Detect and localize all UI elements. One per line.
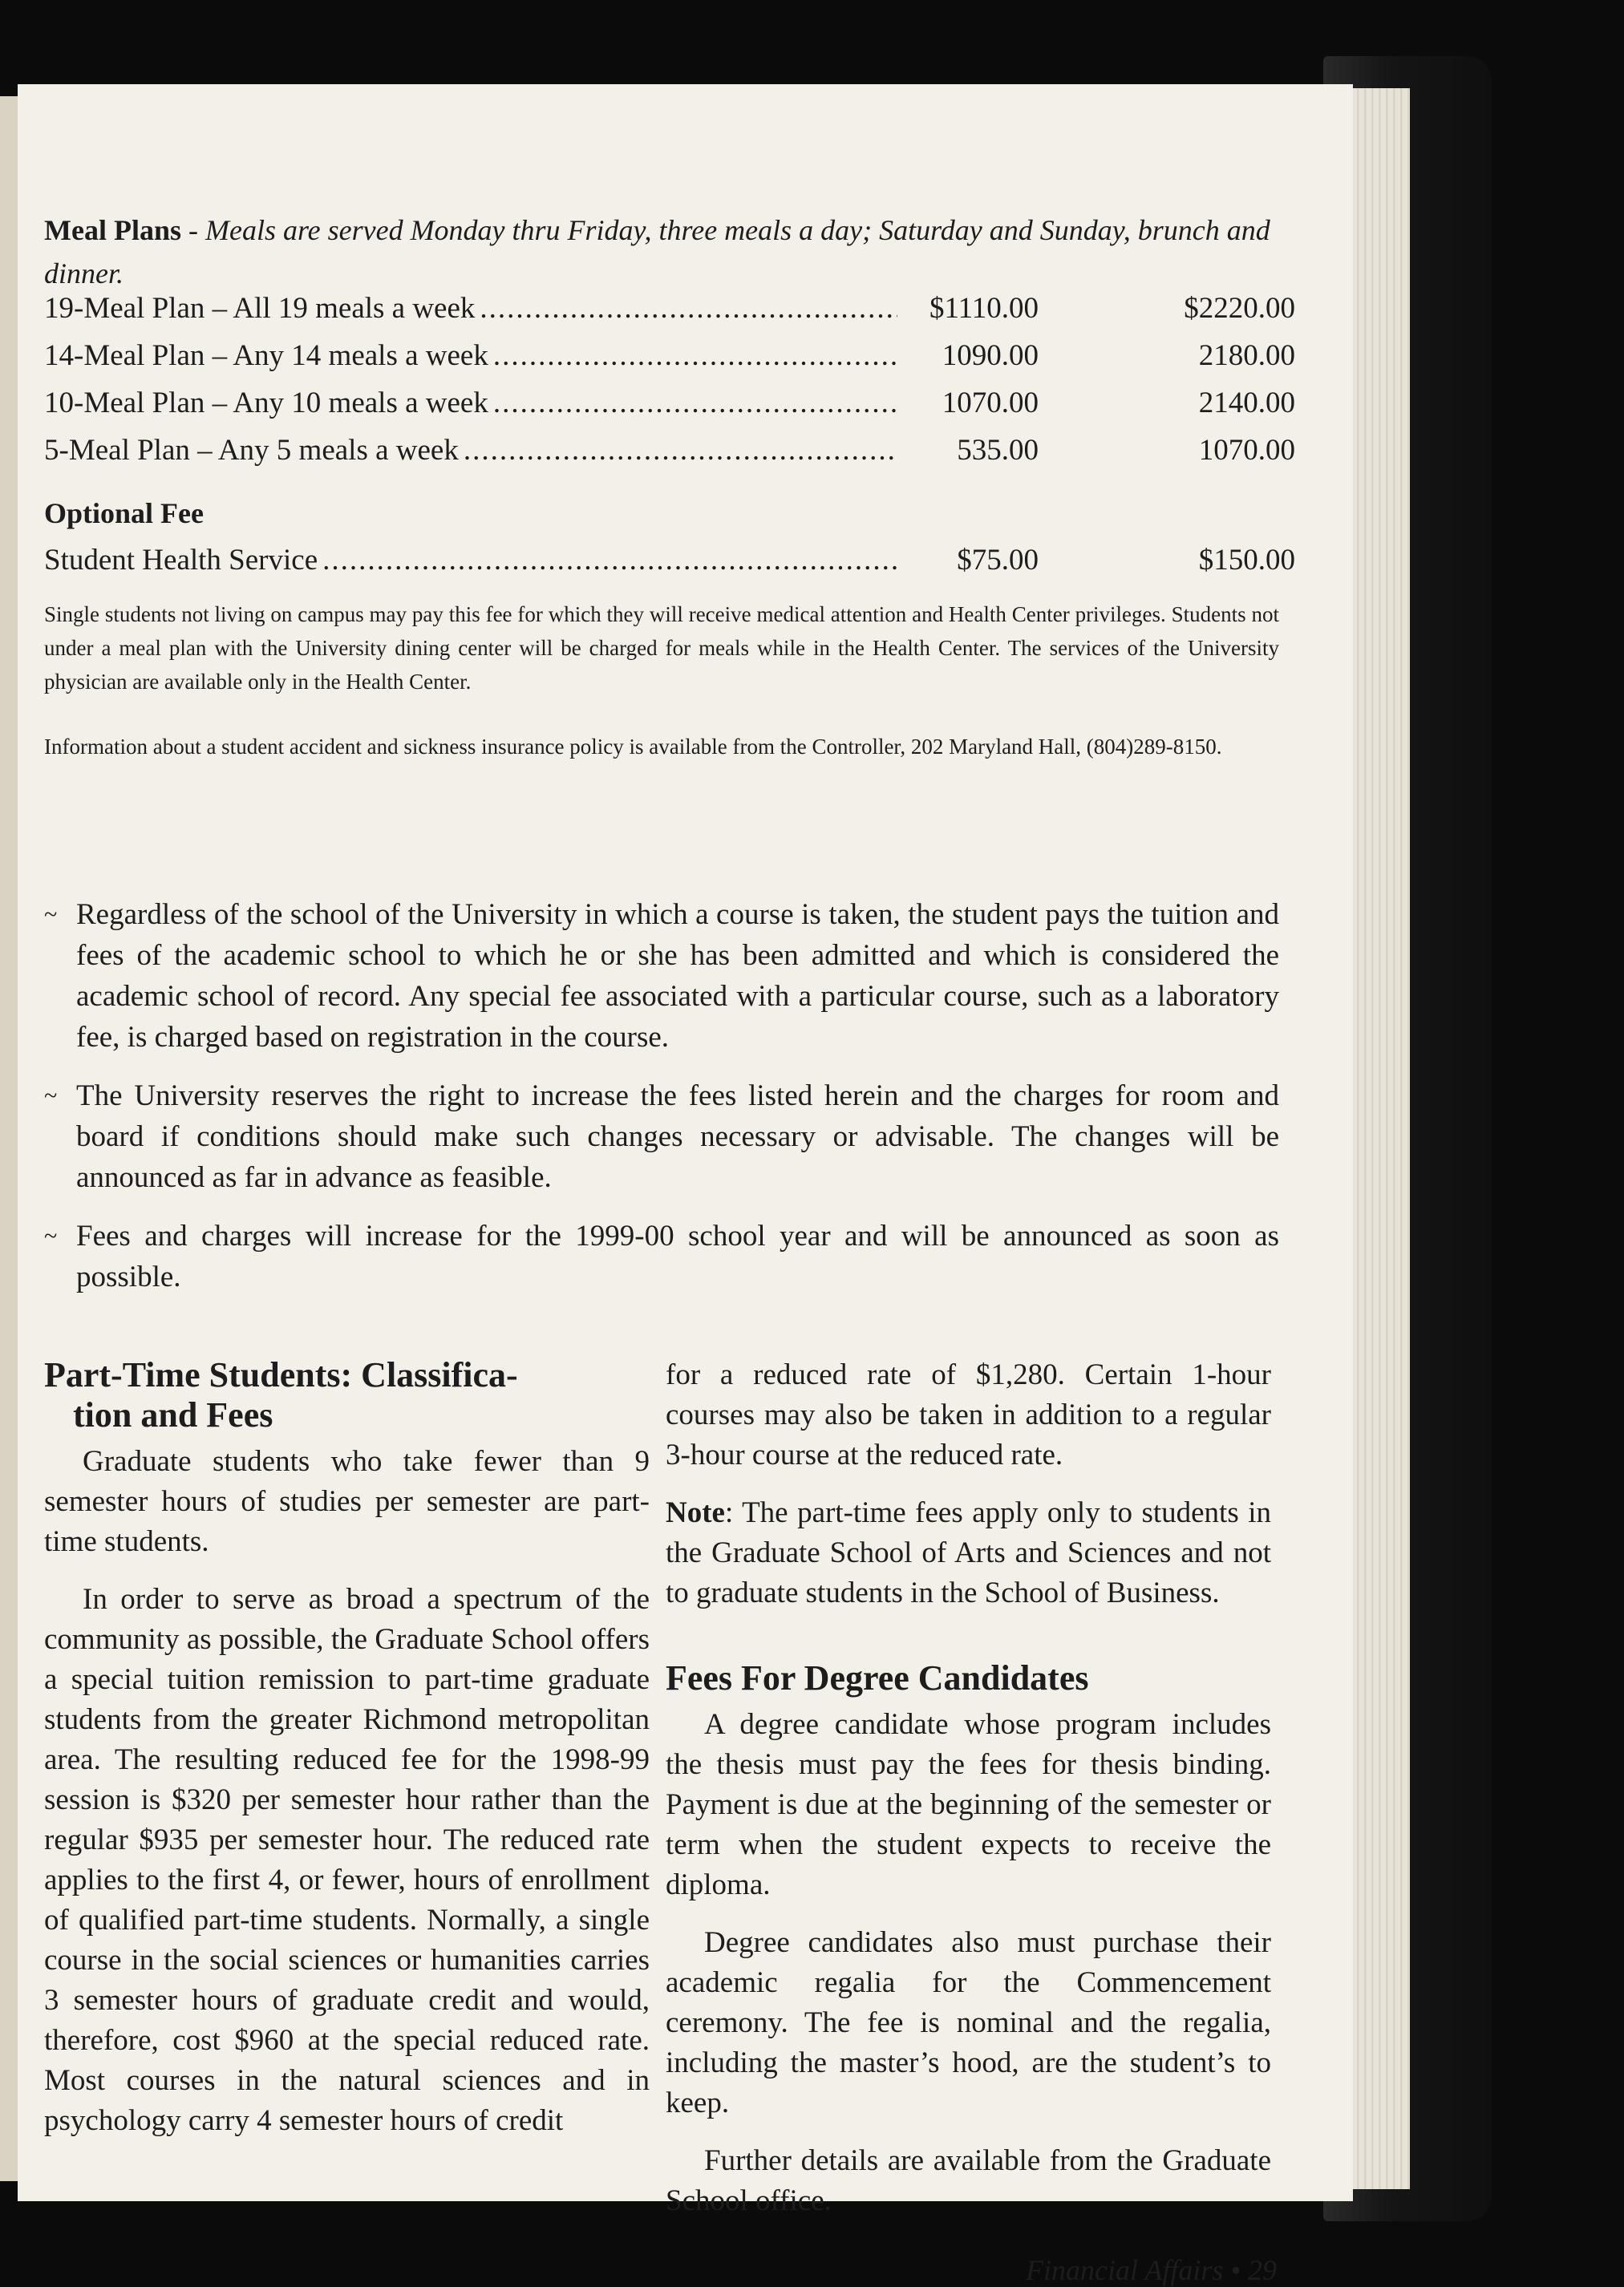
document-page [18,84,1353,2286]
list-item [44,1216,1279,1297]
tilde-bullet-icon: ~ [44,901,58,928]
dot-leader [480,291,897,326]
dot-leader [322,543,897,577]
bullet-text: Fees and charges will increase for the 1999-00 school year and will be announced as soon as possible. [76,1220,1279,1293]
annual-fee: $150.00 [1198,544,1295,577]
plan-name: 19-Meal Plan – All 19 meals a week [44,292,476,325]
semester-fee: 535.00 [957,434,1039,467]
heading-line: tion and Fees [73,1395,273,1435]
paragraph: Graduate students who take fewer than 9 semester hours of studies per semester are part-time students. [44,1445,650,1558]
adjacent-page-edge [0,96,18,2181]
optional-fee-title: Optional Fee [44,497,204,529]
note-paragraph [666,1493,1271,1613]
annual-fee: 2140.00 [1198,387,1295,419]
note-text: : The part-time fees apply only to students in the Graduate School of Arts and Sciences and not to graduate students in the School of Business. [666,1496,1271,1609]
insurance-note: Information about a student accident and sickness insurance policy is available from the Controller, 202 Maryland Hall, (804)289-8150. [44,735,1222,759]
paragraph: In order to serve as broad a spectrum of the community as possible, the Graduate School offers a special tuition remission to part-time graduate students from the greater Richmond metropolitan area. The resulting reduced fee for the 1998-99 session is $320 per semester hour rather than the regular $935 per semester hour. The reduced rate applies to the first 4, or fewer, hours of enrollment of qualified part-time students. Normally, a single course in the social sciences or humanities carries 3 semester hours of graduate credit and would, therefore, cost $960 at the special reduced rate. Most courses in the natural sciences and in psychology carry 4 semester hours of credit [44,1583,650,2137]
optional-fee-table [44,543,1295,590]
meal-plans-description: Meals are served Monday thru Friday, three meals a day; Saturday and Sunday, brunch and dinner. [44,214,1270,289]
meal-plans-label: Meal Plans [44,214,181,246]
paragraph: Further details are available from the Graduate School office. [666,2144,1271,2217]
meal-plans-separator: - [180,214,205,246]
right-column [666,1355,1271,2239]
paragraph: A degree candidate whose program includes the thesis must pay the fees for thesis binding. Payment is due at the beginning of the semester or term when the student expects to receive the diploma. [666,1708,1271,1901]
table-row [44,338,1295,386]
heading-line: Part-Time Students: Classifica- [44,1355,518,1394]
paragraph: for a reduced rate of $1,280. Certain 1-hour courses may also be taken in addition to a regular 3-hour course at the reduced rate. [666,1358,1271,1471]
meal-plans-heading [44,208,1295,295]
policy-bullet-list [44,894,1279,1315]
annual-fee: 1070.00 [1198,434,1295,467]
paragraph: Degree candidates also must purchase their academic regalia for the Commencement ceremony. The fee is nominal and the regalia, including the master’s hood, are the student’s to keep. [666,1926,1271,2119]
list-item [44,1075,1279,1198]
table-row [44,386,1295,433]
page-footer: Financial Affairs • 29 [1026,2254,1277,2286]
plan-name: 5-Meal Plan – Any 5 meals a week [44,434,459,467]
dot-leader [493,386,897,420]
dot-leader [464,433,897,468]
semester-fee: 1070.00 [942,387,1039,419]
plan-name: 14-Meal Plan – Any 14 meals a week [44,339,488,372]
table-row [44,543,1295,590]
annual-fee: $2220.00 [1184,292,1295,325]
bullet-text: The University reserves the right to increase the fees listed herein and the charges for room and board if conditions should make such changes necessary or advisable. The changes will be announced as far in advance as feasible. [76,1079,1279,1194]
left-column [44,1355,650,2159]
plan-name: 10-Meal Plan – Any 10 meals a week [44,387,488,419]
tilde-bullet-icon: ~ [44,1083,58,1109]
health-service-note: Single students not living on campus may pay this fee for which they will receive medical attention and Health Center privileges. Students not under a meal plan with the University dining center will be charged for meals while in the Health Center. The services of the University physician are available only in the Health Center. [44,602,1279,694]
degree-fees-heading: Fees For Degree Candidates [666,1658,1089,1698]
dot-leader [493,338,897,373]
tilde-bullet-icon: ~ [44,1223,58,1249]
note-label: Note [666,1496,725,1529]
table-row [44,291,1295,338]
bullet-text: Regardless of the school of the University in which a course is taken, the student pays the tuition and fees of the academic school to which he or she has been admitted and which is considered the academic school of record. Any special fee associated with a particular course, such as a laboratory fee, is charged based on registration in the course. [76,898,1279,1054]
part-time-heading [44,1355,650,1435]
list-item [44,894,1279,1058]
semester-fee: $1110.00 [929,292,1039,325]
table-row [44,433,1295,480]
annual-fee: 2180.00 [1198,339,1295,372]
meal-plan-table [44,291,1295,480]
semester-fee: $75.00 [957,544,1039,577]
fee-name: Student Health Service [44,544,318,577]
semester-fee: 1090.00 [942,339,1039,372]
